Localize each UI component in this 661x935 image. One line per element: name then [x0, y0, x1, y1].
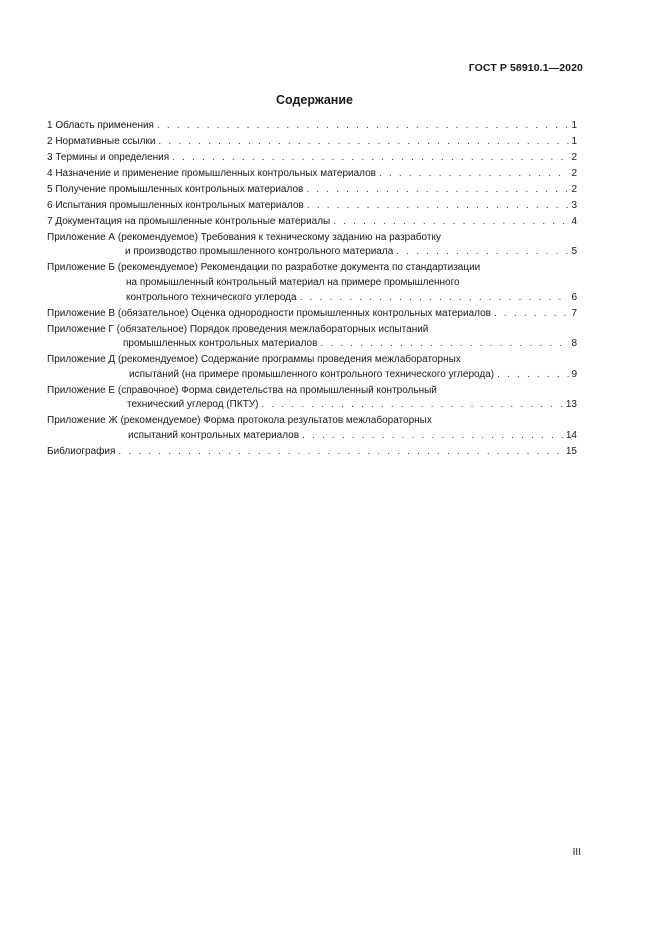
toc-entry-text: 6 Испытания промышленных контрольных материалов — [47, 199, 304, 211]
toc-page-number: 3 — [571, 199, 577, 211]
dot-leader — [158, 135, 569, 150]
toc-entry-3[interactable] — [47, 151, 577, 166]
toc-entry-text: 3 Термины и определения — [47, 151, 170, 163]
toc-entry-text: Приложение Ж (рекомендуемое) Форма протокола результатов межлабораторных — [47, 415, 432, 427]
toc-entry-text: и производство промышленного контрольного материала — [125, 246, 394, 258]
toc-page-number: 13 — [565, 399, 577, 411]
toc-entry-5[interactable] — [47, 183, 577, 198]
toc-page-number: 2 — [571, 167, 577, 179]
toc-page-number: 14 — [565, 429, 577, 441]
toc-entry-4[interactable] — [47, 167, 577, 182]
page-number: III — [572, 847, 581, 858]
toc-page-number: 15 — [565, 445, 577, 457]
toc-entry-appendix-e[interactable] — [47, 384, 577, 413]
toc-title: Содержание — [275, 93, 353, 107]
dot-leader — [306, 183, 569, 198]
toc-entry-text: 5 Получение промышленных контрольных материалов — [47, 183, 304, 195]
toc-entry-text: Приложение В (обязательное) Оценка однородности промышленных контрольных материалов — [47, 307, 491, 319]
dot-leader — [379, 167, 569, 182]
toc-entry-text: Приложение Б (рекомендуемое) Рекомендации по разработке документа по стандартизации — [47, 262, 481, 274]
toc-page-number: 2 — [571, 151, 577, 163]
table-of-contents — [47, 119, 577, 461]
toc-entry-appendix-a[interactable] — [47, 231, 577, 260]
dot-leader — [320, 337, 569, 352]
toc-entry-text: промышленных контрольных материалов — [123, 338, 318, 350]
toc-entry-text: 4 Назначение и применение промышленных контрольных материалов — [47, 167, 376, 179]
toc-entry-text: испытаний контрольных материалов — [128, 429, 300, 441]
toc-entry-appendix-b[interactable] — [47, 261, 577, 305]
toc-entry-text: испытаний (на примере промышленного контрольного технического углерода) — [129, 368, 495, 380]
toc-page-number: 6 — [571, 291, 577, 303]
dot-leader — [307, 199, 570, 214]
toc-entry-text: 2 Нормативные ссылки — [47, 135, 156, 147]
toc-entry-text: 1 Область применения — [47, 120, 154, 131]
toc-entry-appendix-zh[interactable] — [47, 414, 577, 443]
toc-page-number: 2 — [571, 183, 577, 195]
toc-entry-6[interactable] — [47, 199, 577, 214]
dot-leader — [172, 151, 569, 166]
toc-page-number: 1 — [571, 120, 577, 131]
dot-leader — [333, 215, 569, 230]
dot-leader — [300, 291, 570, 306]
toc-entry-appendix-v[interactable] — [47, 307, 577, 322]
toc-entry-text: контрольного технического углерода — [126, 291, 297, 303]
dot-leader — [157, 119, 569, 134]
dot-leader — [396, 245, 569, 260]
toc-page-number: 9 — [571, 368, 577, 380]
toc-page-number: 5 — [571, 246, 577, 258]
toc-page-number: 8 — [571, 338, 577, 350]
document-code: ГОСТ Р 58910.1—2020 — [468, 62, 583, 74]
toc-page-number: 7 — [571, 307, 577, 319]
toc-entry-bibliography[interactable] — [47, 445, 577, 460]
toc-entry-appendix-d[interactable] — [47, 353, 577, 382]
toc-entry-7[interactable] — [47, 215, 577, 230]
toc-entry-2[interactable] — [47, 135, 577, 150]
toc-entry-text: Приложение Г (обязательное) Порядок проведения межлабораторных испытаний — [47, 323, 429, 335]
toc-entry-appendix-g[interactable] — [47, 323, 577, 352]
toc-entry-1[interactable] — [47, 119, 577, 134]
toc-entry-text: Приложение Е (справочное) Форма свидетельства на промышленный контрольный — [47, 384, 437, 396]
toc-page-number: 1 — [571, 135, 577, 147]
toc-entry-text: Приложение Д (рекомендуемое) Содержание программы проведения межлабораторных — [47, 354, 461, 366]
dot-leader — [494, 307, 569, 322]
toc-entry-text: технический углерод (ПКТУ) — [127, 399, 259, 411]
dot-leader — [118, 445, 563, 460]
toc-entry-text: на промышленный контрольный материал на примере промышленного — [126, 277, 460, 289]
dot-leader — [302, 429, 564, 444]
toc-page-number: 4 — [571, 215, 577, 227]
toc-entry-text: Приложение А (рекомендуемое) Требования к техническому заданию на разработку — [47, 231, 441, 243]
toc-entry-text: Библиография — [47, 445, 116, 457]
dot-leader — [262, 398, 564, 413]
dot-leader — [497, 368, 569, 383]
toc-entry-text: 7 Документация на промышленные контрольные материалы — [47, 215, 331, 227]
